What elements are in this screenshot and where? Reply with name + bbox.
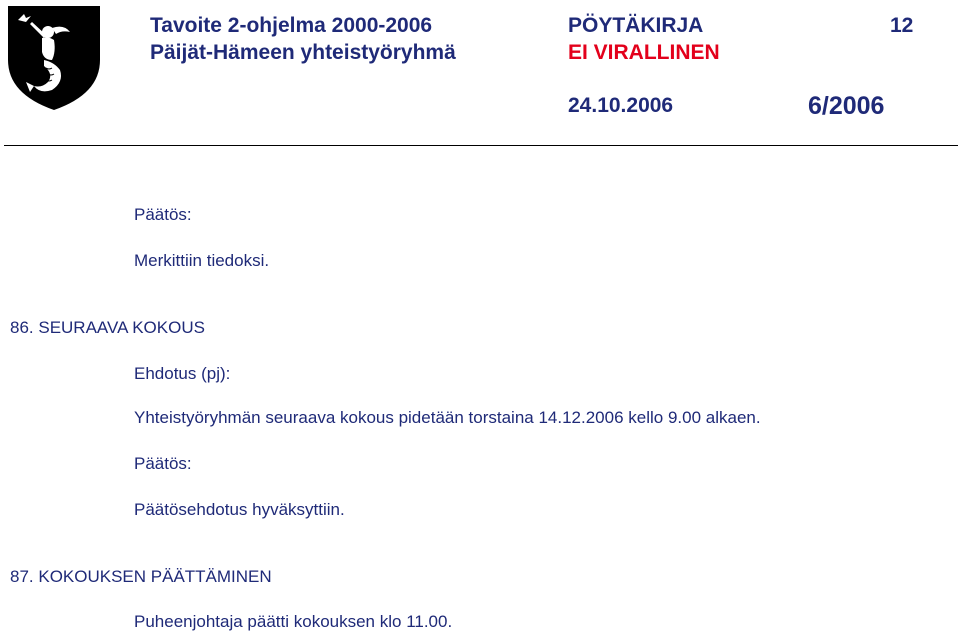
document-type-block [568,12,720,66]
organization-name [150,12,456,66]
proposal-label: Ehdotus (pj): [134,364,231,383]
program-name: Tavoite 2-ohjelma 2000-2006 [150,14,433,37]
header-divider [4,145,958,146]
decision-label: Päätös: [134,205,192,224]
page-number: 12 [890,14,914,37]
decision-text: Merkittiin tiedoksi. [134,251,270,270]
document-type: PÖYTÄKIRJA [568,14,704,37]
meeting-number: 6/2006 [808,92,885,120]
meeting-date: 24.10.2006 [568,94,674,117]
document-status: EI VIRALLINEN [568,41,720,64]
section-86-title: 86. SEURAAVA KOKOUS [10,318,205,337]
decision-label-2: Päätös: [134,454,192,473]
section-87-title: 87. KOKOUKSEN PÄÄTTÄMINEN [10,567,272,586]
group-name: Päijät-Hämeen yhteistyöryhmä [150,41,456,64]
proposal-text: Yhteistyöryhmän seuraava kokous pidetään torstaina 14.12.2006 kello 9.00 alkaen. [134,408,761,427]
decision-text-2: Päätösehdotus hyväksyttiin. [134,500,345,519]
closing-text: Puheenjohtaja päätti kokouksen klo 11.00. [134,612,453,631]
mermaid-coat-of-arms-icon [4,2,104,114]
